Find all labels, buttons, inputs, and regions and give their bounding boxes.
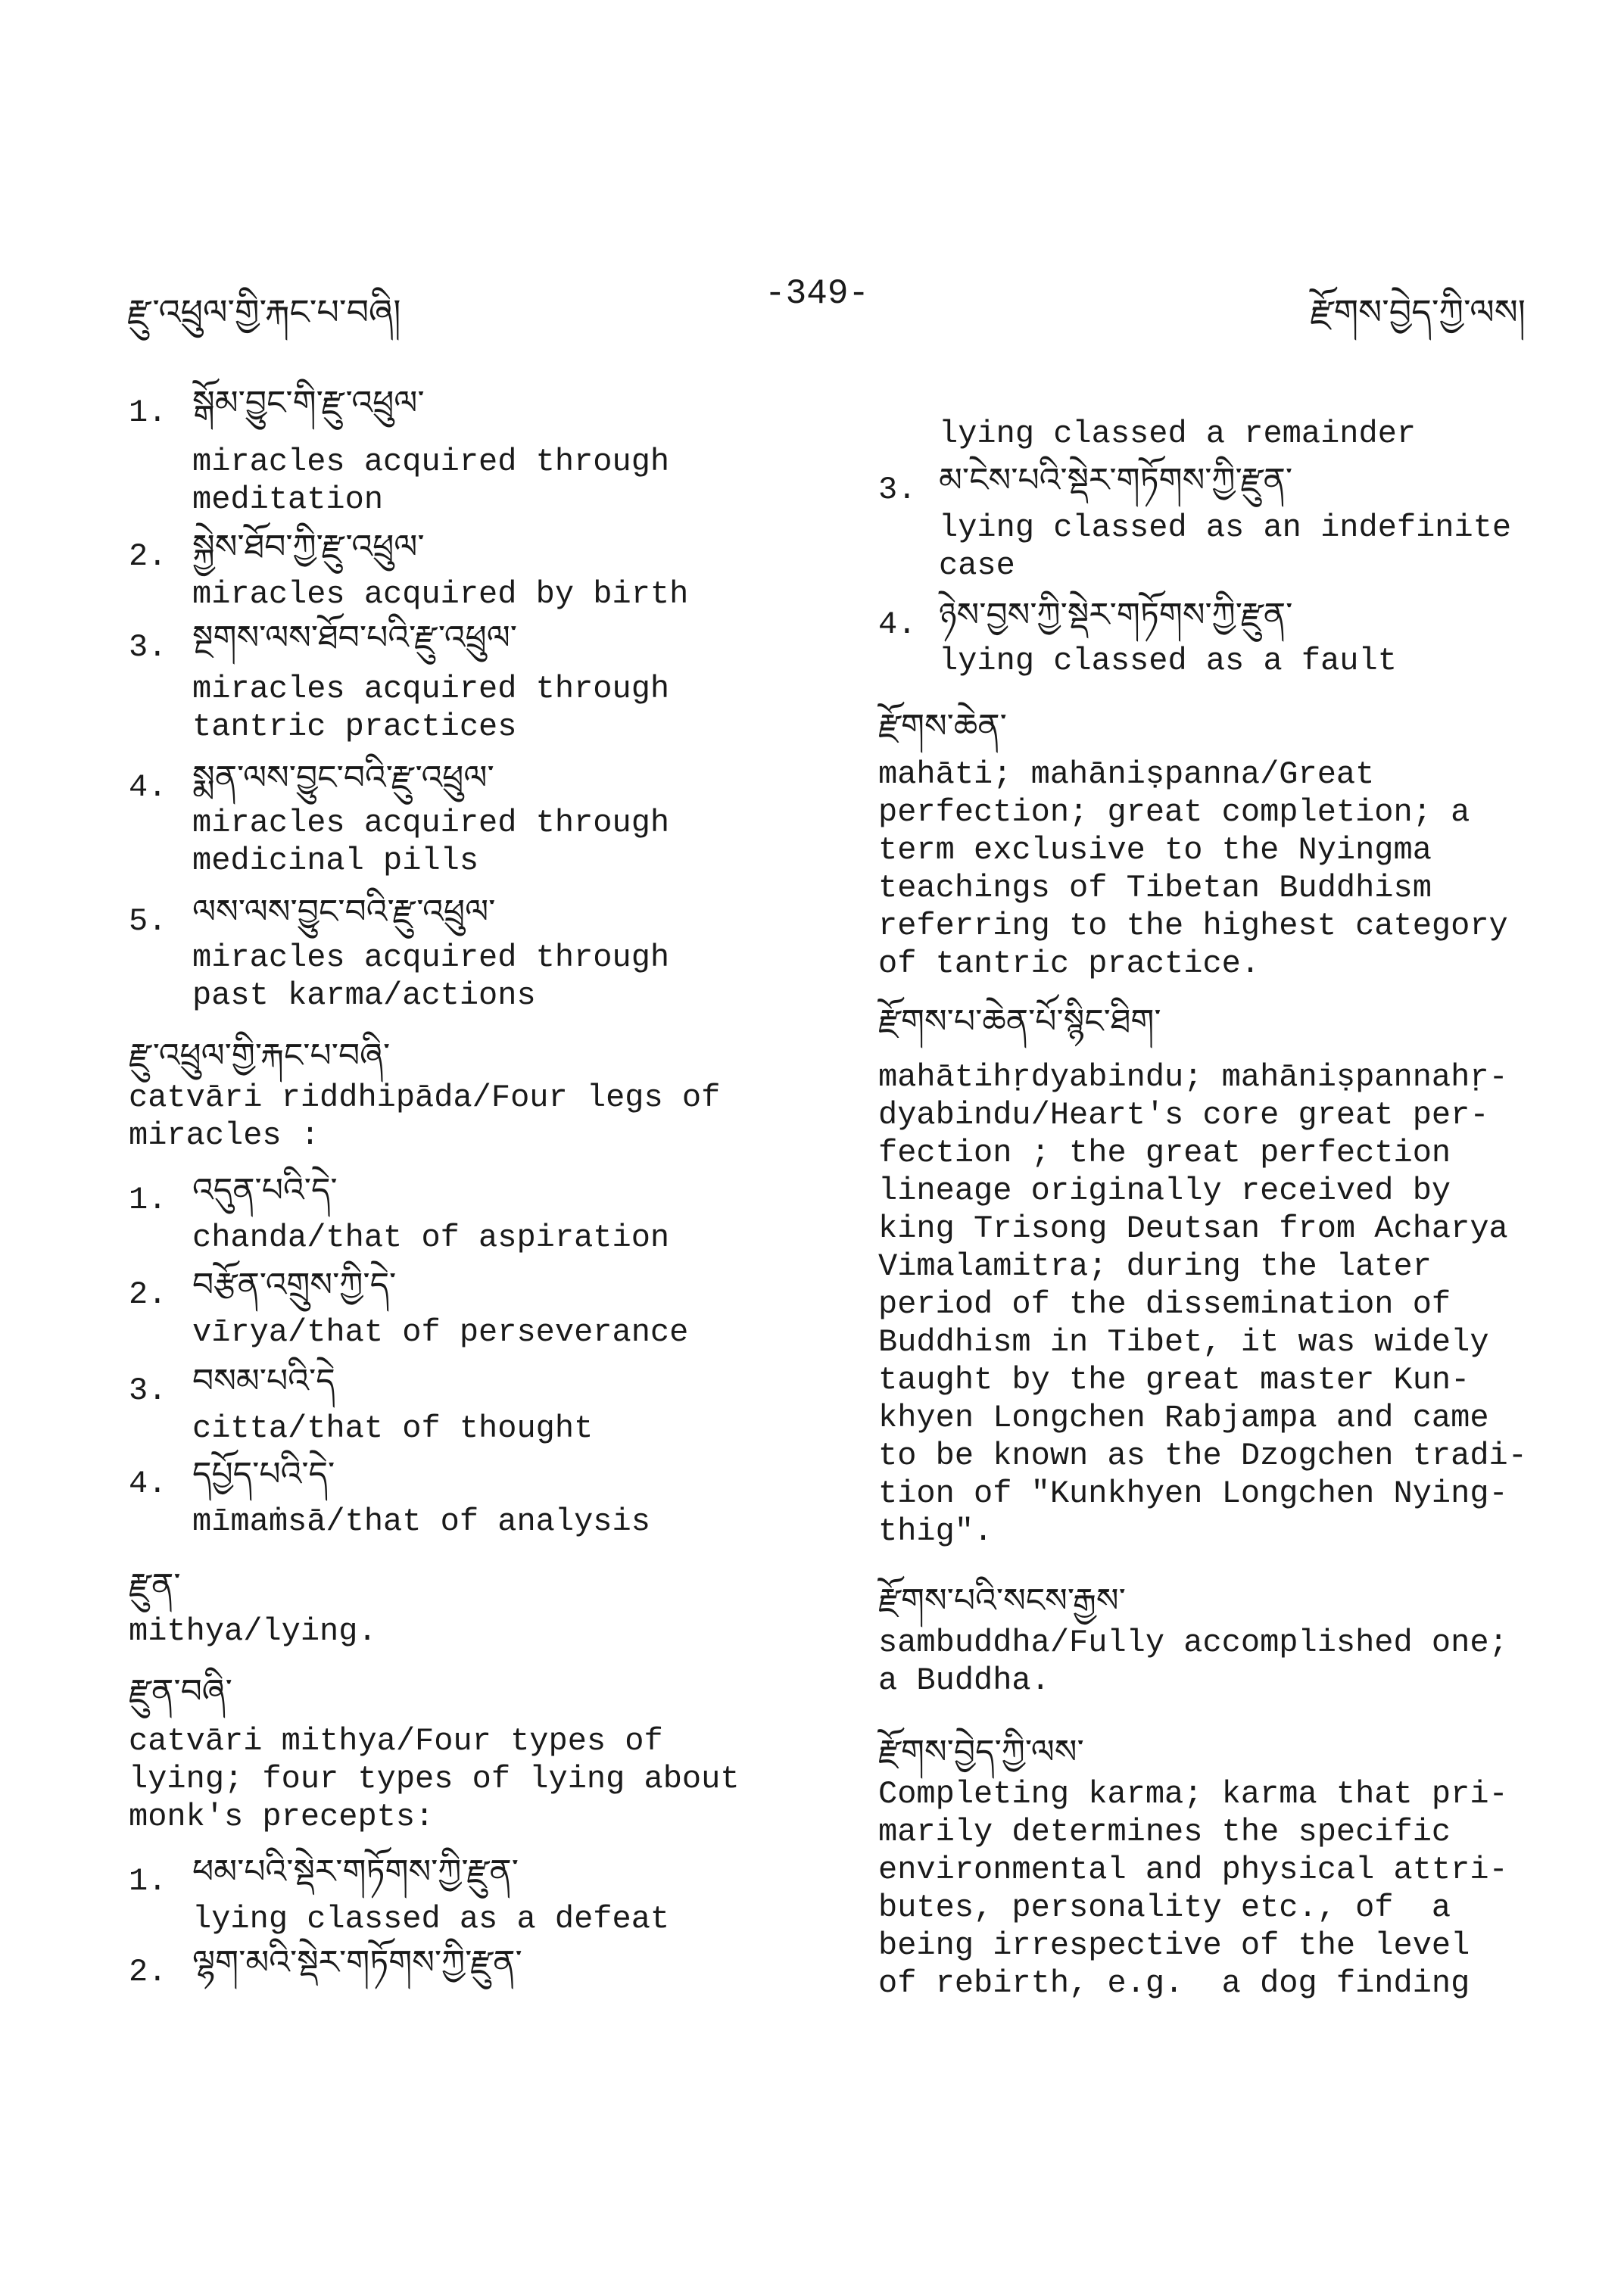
list-number: 2. — [129, 1954, 167, 1990]
text-line: chanda/that of aspiration — [192, 1220, 670, 1256]
tibetan-headword: ཕམ་པའི་སྡེར་གཏོགས་ཀྱི་རྫུན་ — [192, 1852, 519, 1891]
text-line: term exclusive to the Nyingma — [878, 832, 1432, 868]
text-line: medicinal pills — [192, 843, 479, 879]
list-number: 4. — [129, 1466, 167, 1502]
tibetan-headword: བསམ་པའི་དེ — [192, 1362, 335, 1400]
text-line: meditation — [192, 481, 384, 518]
text-line: marily determines the specific — [878, 1814, 1451, 1850]
text-line: case — [939, 547, 1015, 584]
text-line: mahāti; mahāniṣpanna/Great — [878, 756, 1375, 793]
text-line: miracles : — [129, 1117, 320, 1154]
tibetan-headword: ཉེས་བྱས་ཀྱི་སྡེར་གཏོགས་ཀྱི་རྫུན་ — [939, 596, 1293, 634]
text-line: Completing karma; karma that pri- — [878, 1776, 1508, 1812]
text-line: to be known as the Dzogchen tradi- — [878, 1438, 1527, 1474]
text-line: lying classed a remainder — [939, 416, 1417, 452]
tibetan-headword: བརྩོན་འགྲུས་ཀྱི་དེ་ — [192, 1266, 397, 1304]
text-line: monk's precepts: — [129, 1799, 435, 1835]
list-number: 4. — [129, 769, 167, 805]
page-number: -349- — [765, 274, 870, 313]
text-line: perfection; great completion; a — [878, 794, 1470, 830]
text-line: Buddhism in Tibet, it was widely — [878, 1324, 1489, 1360]
text-line: of tantric practice. — [878, 946, 1261, 982]
tibetan-headword: སྨན་ལས་བྱུང་བའི་རྫུ་འཕྲུལ་ — [192, 759, 494, 797]
text-line: referring to the highest category — [878, 908, 1508, 944]
text-line: Vimalamitra; during the later — [878, 1248, 1432, 1285]
list-number: 1. — [129, 1863, 167, 1899]
text-line: miracles acquired through — [192, 444, 670, 480]
text-line: fection ; the great perfection — [878, 1135, 1451, 1171]
tibetan-headword: ལྷག་མའི་སྡེར་གཏོགས་ཀྱི་རྫུན་ — [192, 1943, 522, 1982]
tibetan-headword: རྫོགས་བྱེད་ཀྱི་ལས་ — [878, 1733, 1084, 1771]
text-line: sambuddha/Fully accomplished one; — [878, 1625, 1508, 1661]
tibetan-headword: ལས་ལས་བྱུང་བའི་རྫུ་འཕྲུལ་ — [192, 893, 496, 931]
text-line: lying; four types of lying about — [129, 1761, 740, 1797]
list-number: 1. — [129, 394, 167, 431]
list-number: 2. — [129, 538, 167, 575]
text-line: dyabindu/Heart's core great per- — [878, 1097, 1489, 1133]
text-line: taught by the great master Kun- — [878, 1362, 1470, 1398]
text-line: king Trisong Deutsan from Acharya — [878, 1210, 1508, 1247]
text-line: citta/that of thought — [192, 1410, 594, 1447]
text-line: a Buddha. — [878, 1662, 1050, 1699]
tibetan-headword: སྔགས་ལས་ཐོབ་པའི་རྫུ་འཕྲུལ་ — [192, 618, 517, 657]
text-line: mithya/lying. — [129, 1613, 377, 1650]
text-line: vīrya/that of perseverance — [192, 1314, 689, 1351]
list-number: 2. — [129, 1276, 167, 1313]
text-line: butes, personality etc., of a — [878, 1890, 1451, 1926]
text-line: miracles acquired through — [192, 805, 670, 841]
text-line: lying classed as an indefinite — [939, 509, 1512, 546]
running-header-left: རྫུ་འཕྲུལ་གྱི་རྐང་པ་བཞི། — [127, 291, 401, 332]
text-line: teachings of Tibetan Buddhism — [878, 870, 1432, 906]
tibetan-headword: རྫུན་བཞི་ — [129, 1672, 232, 1711]
tibetan-headword: མ་ངེས་པའི་སྡེར་གཏོགས་ཀྱི་རྫུན་ — [939, 461, 1293, 500]
list-number: 3. — [129, 1372, 167, 1409]
text-line: mīmaṁsā/that of analysis — [192, 1503, 650, 1540]
tibetan-headword: སྒོམ་བྱུང་གི་རྫུ་འཕྲུལ་ — [192, 384, 425, 422]
tibetan-headword: རྫུ་འཕྲུལ་གྱི་རྐང་པ་བཞི་ — [129, 1036, 391, 1075]
tibetan-headword: དཔྱོད་པའི་དེ་ — [192, 1455, 335, 1494]
tibetan-headword: རྫོགས་ཆེན་ — [878, 707, 1007, 746]
text-line: past karma/actions — [192, 977, 536, 1014]
text-line: lying classed as a defeat — [192, 1901, 670, 1937]
text-line: environmental and physical attri- — [878, 1852, 1508, 1888]
tibetan-headword: རྫོགས་པའི་སངས་རྒྱས་ — [878, 1581, 1126, 1620]
list-number: 4. — [878, 606, 917, 643]
text-line: being irrespective of the level — [878, 1927, 1470, 1964]
text-line: tantric practices — [192, 709, 517, 745]
text-line: mahātihṛdyabindu; mahāniṣpannahṛ- — [878, 1059, 1508, 1095]
text-line: catvāri mithya/Four types of — [129, 1723, 663, 1759]
tibetan-headword: སྐྱེས་ཐོབ་ཀྱི་རྫུ་འཕྲུལ་ — [192, 528, 425, 566]
text-line: miracles acquired by birth — [192, 576, 689, 612]
text-line: lineage originally received by — [878, 1173, 1451, 1209]
list-number: 3. — [878, 472, 917, 508]
text-line: catvāri riddhipāda/Four legs of — [129, 1080, 721, 1116]
list-number: 3. — [129, 629, 167, 665]
text-line: thig". — [878, 1513, 993, 1550]
text-line: khyen Longchen Rabjampa and came — [878, 1400, 1489, 1436]
text-line: lying classed as a fault — [939, 643, 1397, 679]
text-line: of rebirth, e.g. a dog finding — [878, 1965, 1470, 2002]
text-line: tion of "Kunkhyen Longchen Nying- — [878, 1475, 1508, 1512]
text-line: period of the dissemination of — [878, 1286, 1451, 1323]
list-number: 1. — [129, 1182, 167, 1218]
tibetan-headword: རྫོགས་པ་ཆེན་པོ་སྙིང་ཐིག་ — [878, 1002, 1161, 1041]
running-header-right: རྫོགས་བྱེད་ཀྱི་ལས། — [1310, 291, 1526, 332]
tibetan-headword: འདུན་པའི་དེ་ — [192, 1171, 338, 1210]
list-number: 5. — [129, 903, 167, 939]
text-line: miracles acquired through — [192, 939, 670, 976]
text-line: miracles acquired through — [192, 671, 670, 707]
tibetan-headword: རྫུན་ — [129, 1566, 181, 1605]
